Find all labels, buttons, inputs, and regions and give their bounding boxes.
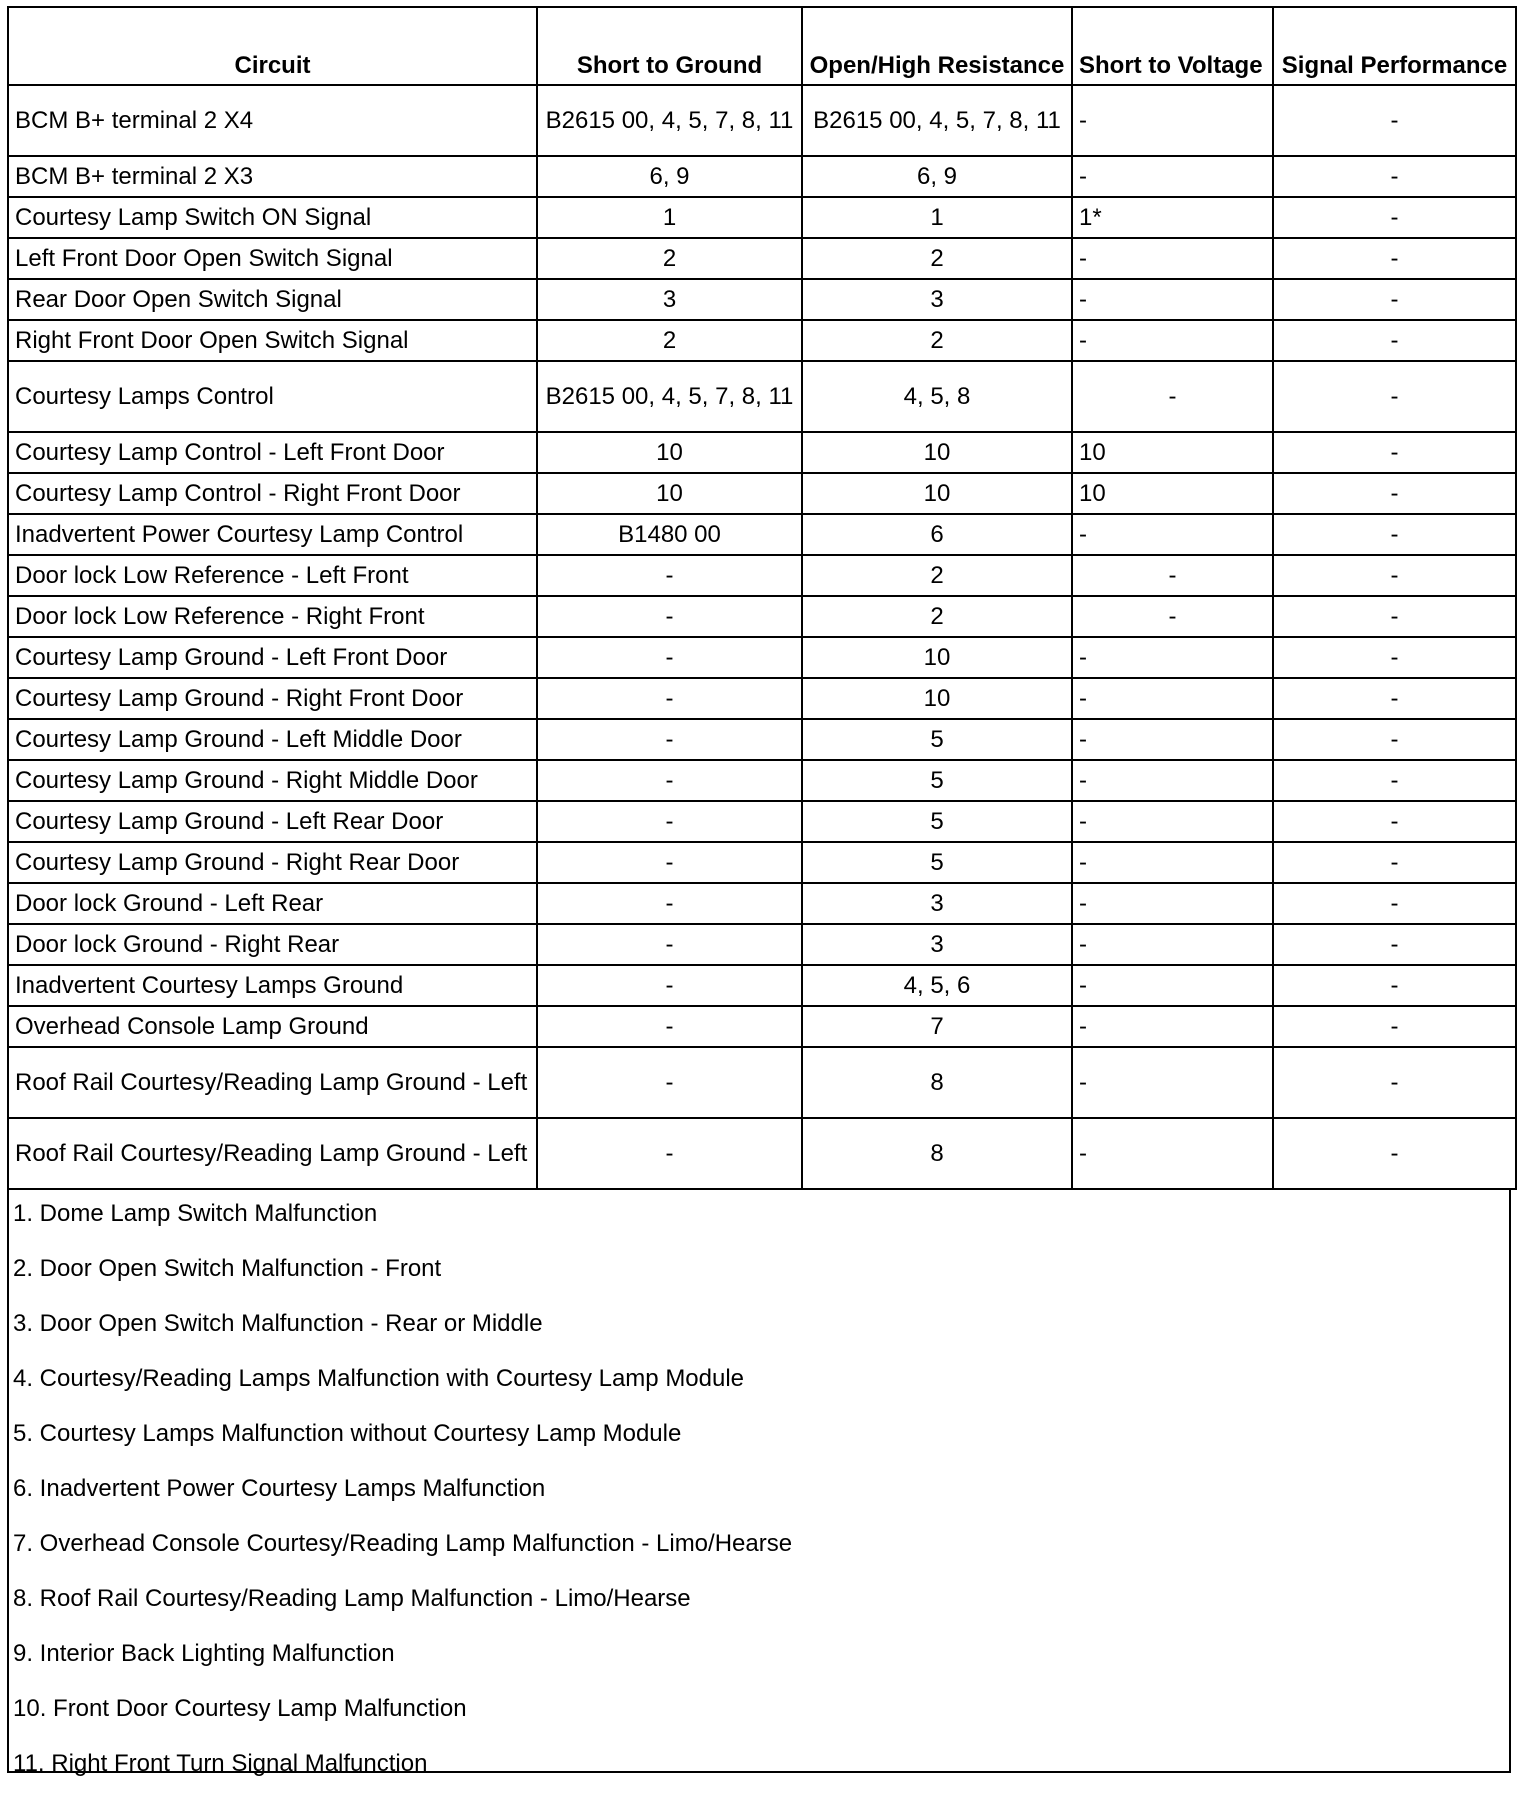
cell-circuit: Courtesy Lamp Control - Left Front Door — [8, 432, 537, 473]
table-row — [8, 1006, 1516, 1047]
cell-circuit: Inadvertent Power Courtesy Lamp Control — [8, 514, 537, 555]
cell-signal-performance: - — [1273, 279, 1516, 320]
footnote-item: 8. Roof Rail Courtesy/Reading Lamp Malfunction - Limo/Hearse — [13, 1585, 691, 1612]
table-row — [8, 637, 1516, 678]
cell-open-high-resistance: 5 — [802, 719, 1072, 760]
cell-short-to-ground: 10 — [537, 432, 802, 473]
cell-signal-performance: - — [1273, 320, 1516, 361]
cell-short-to-ground: 2 — [537, 238, 802, 279]
cell-open-high-resistance: 2 — [802, 596, 1072, 637]
cell-open-high-resistance: 5 — [802, 842, 1072, 883]
footnote-item: 3. Door Open Switch Malfunction - Rear or Middle — [13, 1310, 543, 1337]
cell-short-to-ground: - — [537, 760, 802, 801]
circuit-diagnostic-table — [7, 6, 1517, 1190]
cell-open-high-resistance: 4, 5, 6 — [802, 965, 1072, 1006]
cell-circuit: Door lock Ground - Left Rear — [8, 883, 537, 924]
cell-short-to-voltage: 10 — [1072, 473, 1273, 514]
footnote-item: 4. Courtesy/Reading Lamps Malfunction with Courtesy Lamp Module — [13, 1365, 745, 1392]
header-short-to-ground: Short to Ground — [537, 7, 802, 85]
cell-signal-performance: - — [1273, 85, 1516, 156]
cell-circuit: BCM B+ terminal 2 X3 — [8, 156, 537, 197]
cell-short-to-voltage: - — [1072, 361, 1273, 432]
cell-open-high-resistance: 7 — [802, 1006, 1072, 1047]
cell-signal-performance: - — [1273, 1118, 1516, 1189]
cell-open-high-resistance: 8 — [802, 1118, 1072, 1189]
cell-short-to-voltage: - — [1072, 85, 1273, 156]
footnote-item: 5. Courtesy Lamps Malfunction without Courtesy Lamp Module — [13, 1420, 682, 1447]
cell-open-high-resistance: 10 — [802, 473, 1072, 514]
table-row — [8, 842, 1516, 883]
cell-signal-performance: - — [1273, 555, 1516, 596]
table-row — [8, 1047, 1516, 1118]
table-row — [8, 555, 1516, 596]
cell-short-to-ground: - — [537, 596, 802, 637]
cell-circuit: Courtesy Lamps Control — [8, 361, 537, 432]
footnote-item: 2. Door Open Switch Malfunction - Front — [13, 1255, 442, 1282]
cell-open-high-resistance: 2 — [802, 238, 1072, 279]
cell-short-to-ground: - — [537, 965, 802, 1006]
cell-open-high-resistance: 6, 9 — [802, 156, 1072, 197]
table-row — [8, 965, 1516, 1006]
footnote-item: 6. Inadvertent Power Courtesy Lamps Malfunction — [13, 1475, 546, 1502]
table-row — [8, 238, 1516, 279]
diagnostic-table-sheet — [7, 6, 1515, 1808]
cell-circuit: Right Front Door Open Switch Signal — [8, 320, 537, 361]
table-row — [8, 279, 1516, 320]
cell-open-high-resistance: 10 — [802, 432, 1072, 473]
table-row — [8, 473, 1516, 514]
table-row — [8, 320, 1516, 361]
cell-circuit: Courtesy Lamp Ground - Left Middle Door — [8, 719, 537, 760]
cell-open-high-resistance: 3 — [802, 924, 1072, 965]
cell-signal-performance: - — [1273, 760, 1516, 801]
cell-open-high-resistance: 3 — [802, 279, 1072, 320]
cell-open-high-resistance: 3 — [802, 883, 1072, 924]
cell-signal-performance: - — [1273, 514, 1516, 555]
cell-circuit: Door lock Low Reference - Left Front — [8, 555, 537, 596]
header-signal-performance: Signal Performance — [1273, 7, 1516, 85]
header-short-to-voltage: Short to Voltage — [1072, 7, 1273, 85]
cell-circuit: Courtesy Lamp Ground - Left Front Door — [8, 637, 537, 678]
cell-short-to-ground: 1 — [537, 197, 802, 238]
cell-short-to-ground: - — [537, 1047, 802, 1118]
table-row — [8, 361, 1516, 432]
table-row — [8, 719, 1516, 760]
table-header-row — [8, 7, 1516, 85]
cell-circuit: BCM B+ terminal 2 X4 — [8, 85, 537, 156]
cell-short-to-voltage: - — [1072, 924, 1273, 965]
cell-short-to-ground: - — [537, 924, 802, 965]
cell-circuit: Overhead Console Lamp Ground — [8, 1006, 537, 1047]
cell-signal-performance: - — [1273, 361, 1516, 432]
cell-short-to-ground: B1480 00 — [537, 514, 802, 555]
cell-circuit: Courtesy Lamp Ground - Right Rear Door — [8, 842, 537, 883]
cell-signal-performance: - — [1273, 842, 1516, 883]
cell-circuit: Left Front Door Open Switch Signal — [8, 238, 537, 279]
table-row — [8, 197, 1516, 238]
cell-signal-performance: - — [1273, 432, 1516, 473]
cell-short-to-voltage: - — [1072, 760, 1273, 801]
cell-open-high-resistance: 10 — [802, 678, 1072, 719]
table-body — [8, 85, 1516, 1189]
cell-open-high-resistance: 2 — [802, 320, 1072, 361]
cell-short-to-voltage: - — [1072, 320, 1273, 361]
cell-short-to-voltage: - — [1072, 842, 1273, 883]
cell-short-to-voltage: - — [1072, 555, 1273, 596]
cell-circuit: Inadvertent Courtesy Lamps Ground — [8, 965, 537, 1006]
footnote-item: 10. Front Door Courtesy Lamp Malfunction — [13, 1695, 467, 1722]
cell-signal-performance: - — [1273, 801, 1516, 842]
cell-circuit: Courtesy Lamp Ground - Right Middle Door — [8, 760, 537, 801]
cell-short-to-voltage: - — [1072, 965, 1273, 1006]
footnote-item: 11. Right Front Turn Signal Malfunction — [13, 1750, 428, 1777]
cell-circuit: Roof Rail Courtesy/Reading Lamp Ground - Left — [8, 1047, 537, 1118]
cell-short-to-ground: - — [537, 1118, 802, 1189]
cell-open-high-resistance: 2 — [802, 555, 1072, 596]
table-row — [8, 596, 1516, 637]
cell-short-to-voltage: - — [1072, 514, 1273, 555]
cell-signal-performance: - — [1273, 637, 1516, 678]
cell-short-to-ground: B2615 00, 4, 5, 7, 8, 11 — [537, 361, 802, 432]
footnote-item: 9. Interior Back Lighting Malfunction — [13, 1640, 395, 1667]
cell-short-to-voltage: - — [1072, 678, 1273, 719]
cell-circuit: Courtesy Lamp Ground - Left Rear Door — [8, 801, 537, 842]
footnote-item: 1. Dome Lamp Switch Malfunction — [13, 1200, 378, 1227]
cell-short-to-ground: - — [537, 555, 802, 596]
header-open-high-resistance: Open/High Resistance — [802, 7, 1072, 85]
cell-signal-performance: - — [1273, 596, 1516, 637]
cell-short-to-voltage: - — [1072, 883, 1273, 924]
cell-circuit: Courtesy Lamp Control - Right Front Door — [8, 473, 537, 514]
footnotes-list — [7, 1190, 1511, 1777]
cell-open-high-resistance: 5 — [802, 760, 1072, 801]
cell-circuit: Rear Door Open Switch Signal — [8, 279, 537, 320]
cell-circuit: Courtesy Lamp Switch ON Signal — [8, 197, 537, 238]
footnote-item: 7. Overhead Console Courtesy/Reading Lamp Malfunction - Limo/Hearse — [13, 1530, 793, 1557]
cell-short-to-voltage: - — [1072, 1118, 1273, 1189]
table-row — [8, 924, 1516, 965]
cell-open-high-resistance: 4, 5, 8 — [802, 361, 1072, 432]
cell-signal-performance: - — [1273, 719, 1516, 760]
cell-short-to-ground: - — [537, 678, 802, 719]
table-row — [8, 801, 1516, 842]
cell-signal-performance: - — [1273, 238, 1516, 279]
cell-circuit: Courtesy Lamp Ground - Right Front Door — [8, 678, 537, 719]
cell-short-to-ground: 10 — [537, 473, 802, 514]
table-row — [8, 678, 1516, 719]
cell-short-to-voltage: - — [1072, 1047, 1273, 1118]
cell-short-to-ground: B2615 00, 4, 5, 7, 8, 11 — [537, 85, 802, 156]
cell-short-to-ground: - — [537, 842, 802, 883]
cell-short-to-voltage: - — [1072, 1006, 1273, 1047]
cell-short-to-ground: 2 — [537, 320, 802, 361]
cell-signal-performance: - — [1273, 1006, 1516, 1047]
cell-signal-performance: - — [1273, 965, 1516, 1006]
cell-open-high-resistance: 1 — [802, 197, 1072, 238]
cell-signal-performance: - — [1273, 1047, 1516, 1118]
table-row — [8, 883, 1516, 924]
cell-short-to-ground: 6, 9 — [537, 156, 802, 197]
header-circuit: Circuit — [8, 7, 537, 85]
cell-signal-performance: - — [1273, 883, 1516, 924]
cell-circuit: Door lock Ground - Right Rear — [8, 924, 537, 965]
cell-short-to-voltage: - — [1072, 279, 1273, 320]
cell-open-high-resistance: 10 — [802, 637, 1072, 678]
cell-short-to-ground: - — [537, 801, 802, 842]
cell-signal-performance: - — [1273, 678, 1516, 719]
cell-short-to-voltage: - — [1072, 801, 1273, 842]
cell-circuit: Roof Rail Courtesy/Reading Lamp Ground - Left — [8, 1118, 537, 1189]
table-row — [8, 432, 1516, 473]
cell-open-high-resistance: 8 — [802, 1047, 1072, 1118]
cell-short-to-ground: - — [537, 1006, 802, 1047]
cell-short-to-ground: - — [537, 883, 802, 924]
cell-short-to-voltage: 1* — [1072, 197, 1273, 238]
cell-short-to-voltage: - — [1072, 238, 1273, 279]
cell-short-to-voltage: - — [1072, 596, 1273, 637]
cell-short-to-voltage: 10 — [1072, 432, 1273, 473]
cell-signal-performance: - — [1273, 197, 1516, 238]
cell-short-to-ground: - — [537, 637, 802, 678]
table-row — [8, 85, 1516, 156]
cell-short-to-voltage: - — [1072, 637, 1273, 678]
cell-open-high-resistance: B2615 00, 4, 5, 7, 8, 11 — [802, 85, 1072, 156]
table-row — [8, 1118, 1516, 1189]
table-row — [8, 514, 1516, 555]
cell-short-to-voltage: - — [1072, 719, 1273, 760]
table-row — [8, 156, 1516, 197]
cell-open-high-resistance: 6 — [802, 514, 1072, 555]
cell-signal-performance: - — [1273, 473, 1516, 514]
cell-signal-performance: - — [1273, 156, 1516, 197]
cell-short-to-voltage: - — [1072, 156, 1273, 197]
cell-short-to-ground: - — [537, 719, 802, 760]
cell-signal-performance: - — [1273, 924, 1516, 965]
cell-short-to-ground: 3 — [537, 279, 802, 320]
table-row — [8, 760, 1516, 801]
cell-open-high-resistance: 5 — [802, 801, 1072, 842]
cell-circuit: Door lock Low Reference - Right Front — [8, 596, 537, 637]
